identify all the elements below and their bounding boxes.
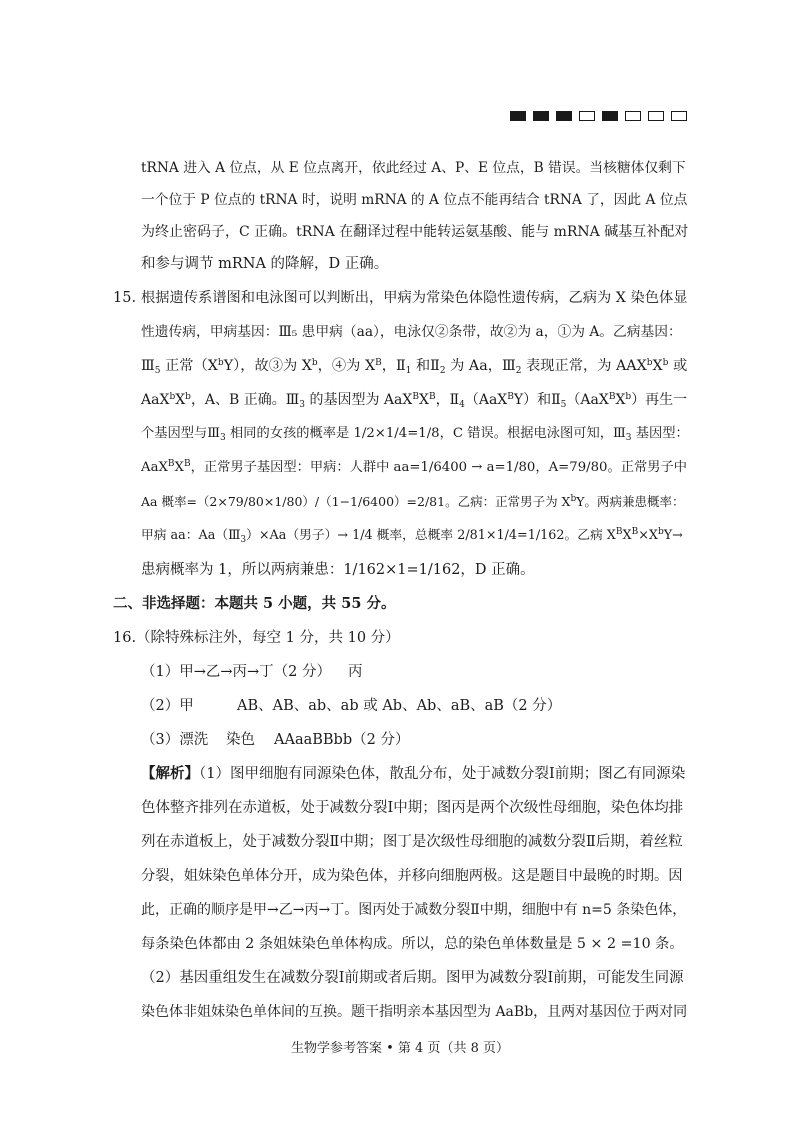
q16-answer-1: （1）甲→乙→丙→丁（2 分） [141, 664, 332, 680]
q16-answer-3-b: 染色 [226, 732, 255, 748]
progress-mark-4 [579, 111, 595, 121]
progress-mark-8 [671, 111, 687, 121]
q16-analysis-line-2: 色体整齐排列在赤道板，处于减数分裂Ⅰ中期；图丙是两个次级性母细胞，染色体均排 [141, 800, 684, 816]
page-footer: 生物学参考答案 • 第 4 页（共 8 页） [290, 1041, 509, 1056]
q15-line-8: 甲病 aa：$Aa(Ⅲ_3)\times Aa$（男子）→ 1/4 概率，总概率 2/81×1/4=1/162。乙病 $X^BX^B\times X^bY\to$ [141, 527, 683, 545]
section-title: 二、非选择题：本题共 5 小题，共 55 分。 [113, 595, 396, 612]
q16-analysis-line-8: 染色体非姐妹染色单体间的互换。题干指明亲本基因型为 AaBb，且两对基因位于两对同 [141, 1004, 688, 1020]
q16-analysis-line-1: 【解析】（1）图甲细胞有同源染色体，散乱分布，处于减数分裂Ⅰ前期；图乙有同源染 [141, 765, 686, 782]
analysis-tag: 【解析】 [141, 765, 199, 782]
q16-answer-2-extra: AB、AB、ab、ab 或 Ab、Ab、aB、aB（2 分） [237, 698, 562, 714]
q14-line-3: 为终止密码子，C 正确。tRNA 在翻译过程中能转运氨基酸、能与 mRNA 碱基互补配对 [141, 224, 689, 240]
progress-mark-3 [556, 111, 572, 121]
progress-mark-1 [510, 111, 526, 121]
page-progress-marks [510, 111, 687, 121]
q15-number: 15. [113, 290, 137, 306]
q15-line-2: 性遗传病，甲病基因：Ⅲ₅ 患甲病（aa），电泳仅②条带，故②为 a，①为 A。乙病基因： [141, 324, 682, 340]
q16-analysis-line-6: 每条染色体都由 2 条姐妹染色单体构成。所以，总的染色单体数量是 5 × 2 =10 条。 [141, 936, 684, 952]
q16-answer-2: （2）甲 [141, 698, 194, 714]
q15-line-9: 患病概率为 1，所以两病兼患：1/162×1=1/162，D 正确。 [141, 562, 535, 578]
progress-mark-6 [625, 111, 641, 121]
q15-line-4: $AaX^bX^b$，A、B 正确。$Ⅲ_3$ 的基因型为 $AaX^BX^B$，$Ⅱ_4(AaX^BY)$和$Ⅱ_5(AaX^BX^b)$再生一 [141, 392, 688, 410]
q15-line-6: $AaX^BX^B$，正常男子基因型：甲病：人群中 aa=1/6400 → a=1/80，A=79/80。正常男子中 [141, 459, 687, 475]
progress-mark-2 [533, 111, 549, 121]
progress-mark-5 [602, 111, 618, 121]
q16-analysis-line-7: （2）基因重组发生在减数分裂Ⅰ前期或者后期。图甲为减数分裂Ⅰ前期，可能发生同源 [141, 970, 684, 986]
q16-answer-3-c: AAaaBBbb（2 分） [274, 732, 410, 748]
q14-line-2: 一个位于 P 位点的 tRNA 时，说明 mRNA 的 A 位点不能再结合 tRNA 了，因此 A 位点 [141, 192, 688, 208]
q16-analysis-line-5: 此，正确的顺序是甲→乙→丙→丁。图丙处于减数分裂Ⅱ中期，细胞中有 n=5 条染色体， [141, 902, 687, 918]
q16-answer-1-extra: 丙 [348, 664, 363, 680]
q15-line-5: 个基因型与$Ⅲ_3$ 相同的女孩的概率是 1/2×1/4=1/8，C 错误。根据电泳图可知，$Ⅲ_3$ 基因型： [141, 426, 689, 443]
q14-line-4: 和参与调节 mRNA 的降解，D 正确。 [141, 256, 389, 272]
q15-line-1: 根据遗传系谱图和电泳图可以判断出，甲病为常染色体隐性遗传病，乙病为 X 染色体显 [141, 290, 688, 306]
q16-answer-3: （3）漂洗 [141, 732, 209, 748]
q16-heading: 16.（除特殊标注外，每空 1 分，共 10 分） [113, 630, 400, 646]
q16-analysis-line-3: 列在赤道板上，处于减数分裂Ⅱ中期；图丁是次级性母细胞的减数分裂Ⅱ后期，着丝粒 [141, 834, 683, 850]
progress-mark-7 [648, 111, 664, 121]
q14-line-1: tRNA 进入 A 位点，从 E 位点离开，依此经过 A、P、E 位点，B 错误。当核糖体仅剩下 [141, 160, 686, 176]
q15-line-7: Aa 概率=（2×79/80×1/80）/（1−1/6400）=2/81。乙病：正常男子为 $X^bY$。两病兼患概率： [141, 494, 685, 509]
q15-line-3: $Ⅲ_5$ 正常$(X^bY)$，故③为 $X^b$，④为 $X^B$，$Ⅱ_1$ 和$Ⅱ_2$ 为 Aa，$Ⅲ_2$ 表现正常，为 $AAX^bX^b$ 或 [141, 358, 688, 376]
q16-analysis-line-4: 分裂，姐妹染色单体分开，成为染色体，并移向细胞两极。这是题目中最晚的时期。因 [141, 868, 683, 884]
